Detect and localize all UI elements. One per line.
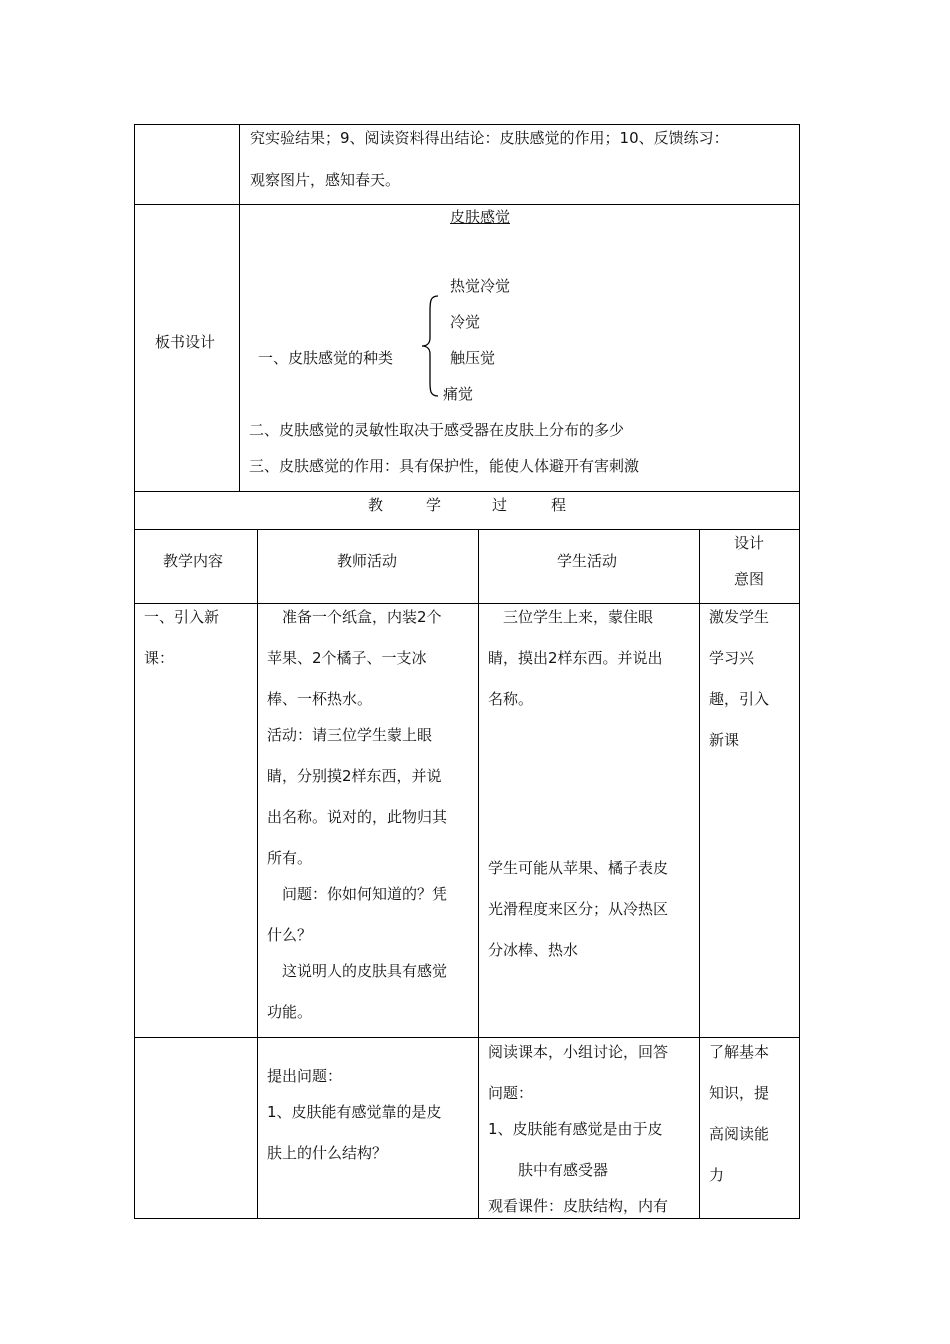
row1-design-line: 激发学生: [709, 608, 770, 626]
board-sub-4: 痛觉: [443, 385, 474, 403]
row1-teacher-line: 睛，分别摸2样东西，并说: [267, 767, 442, 785]
row1-design-line: 学习兴: [709, 649, 755, 667]
table-divider-top: [239, 124, 240, 491]
board-sub-3: 触压觉: [450, 349, 496, 367]
row2-student-line: 阅读课本，小组讨论，回答: [488, 1043, 669, 1061]
board-label: 板书设计: [155, 333, 216, 351]
board-item-2: 二、皮肤感觉的灵敏性取决于感受器在皮肤上分布的多少: [249, 421, 625, 439]
board-sub-2: 冷觉: [450, 313, 481, 331]
curly-brace-icon: [420, 294, 440, 398]
row1-teacher-line: 问题：你如何知道的？凭: [267, 885, 448, 903]
table-border-left: [134, 124, 135, 1219]
row1-content-line: 一、引入新: [144, 608, 220, 626]
table-line-5: [134, 603, 800, 604]
table-line-6: [134, 1037, 800, 1038]
row2-teacher-line: 1、皮肤能有感觉靠的是皮: [267, 1103, 442, 1121]
row2-design-line: 高阅读能: [709, 1125, 770, 1143]
col-header-student: 学生活动: [557, 552, 618, 570]
col-header-design-2: 意图: [734, 570, 765, 588]
row1-teacher-line: 苹果、2个橘子、一支冰: [267, 649, 427, 667]
row1-teacher-line: 所有。: [267, 849, 313, 867]
row1-design-line: 新课: [709, 731, 740, 749]
row2-design-line: 知识，提: [709, 1084, 770, 1102]
row1-teacher-line: 准备一个纸盒，内装2个: [267, 608, 442, 626]
board-sub-1: 热觉冷觉: [450, 277, 511, 295]
row1-content-line: 课：: [144, 649, 175, 667]
row2-design-line: 力: [709, 1166, 725, 1184]
row1-student-line: 学生可能从苹果、橘子表皮: [488, 859, 669, 877]
table-line-7: [134, 1218, 800, 1219]
col-divider-3: [699, 529, 700, 1219]
col-header-teacher: 教师活动: [337, 552, 398, 570]
row1-teacher-line: 出名称。说对的，此物归其: [267, 808, 448, 826]
row1-teacher-line: 棒、一杯热水。: [267, 690, 373, 708]
row1-student-line: 三位学生上来，蒙住眼: [488, 608, 654, 626]
row2-student-line: 肤中有感受器: [488, 1161, 609, 1179]
table-line-3: [134, 491, 800, 492]
row1-student-line: 名称。: [488, 690, 534, 708]
row1-teacher-line: 这说明人的皮肤具有感觉: [267, 962, 448, 980]
table-border-right: [799, 124, 800, 1219]
row1-student-line: 睛，摸出2样东西。并说出: [488, 649, 663, 667]
process-header-char-3: 过: [492, 496, 508, 514]
board-item-3: 三、皮肤感觉的作用：具有保护性，能使人体避开有害刺激: [249, 457, 640, 475]
col-divider-1: [257, 529, 258, 1219]
row2-teacher-line: 提出问题：: [267, 1067, 343, 1085]
row1-design-line: 趣，引入: [709, 690, 770, 708]
top-row-line-2: 观察图片，感知春天。: [250, 171, 401, 189]
process-header-char-4: 程: [551, 496, 567, 514]
table-line-4: [134, 529, 800, 530]
col-header-design-1: 设计: [734, 534, 765, 552]
process-header-char-1: 教: [368, 496, 384, 514]
row1-student-line: 光滑程度来区分；从冷热区: [488, 900, 669, 918]
row2-student-line: 问题：: [488, 1084, 534, 1102]
board-item-1: 一、皮肤感觉的种类: [258, 349, 394, 367]
board-title: 皮肤感觉: [450, 208, 511, 226]
row2-student-line: 观看课件：皮肤结构，内有: [488, 1197, 669, 1215]
row1-teacher-line: 什么？: [267, 926, 313, 944]
col-header-content: 教学内容: [163, 552, 224, 570]
row1-student-line: 分冰棒、热水: [488, 941, 579, 959]
row2-teacher-line: 肤上的什么结构？: [267, 1144, 388, 1162]
row2-design-line: 了解基本: [709, 1043, 770, 1061]
process-header-char-2: 学: [426, 496, 442, 514]
table-line-2: [134, 204, 800, 205]
top-row-line-1: 究实验结果；9、阅读资料得出结论：皮肤感觉的作用；10、反馈练习：: [250, 129, 729, 147]
row2-student-line: 1、皮肤能有感觉是由于皮: [488, 1120, 663, 1138]
table-line-1: [134, 124, 800, 125]
row1-teacher-line: 功能。: [267, 1003, 313, 1021]
col-divider-2: [478, 529, 479, 1219]
row1-teacher-line: 活动：请三位学生蒙上眼: [267, 726, 433, 744]
